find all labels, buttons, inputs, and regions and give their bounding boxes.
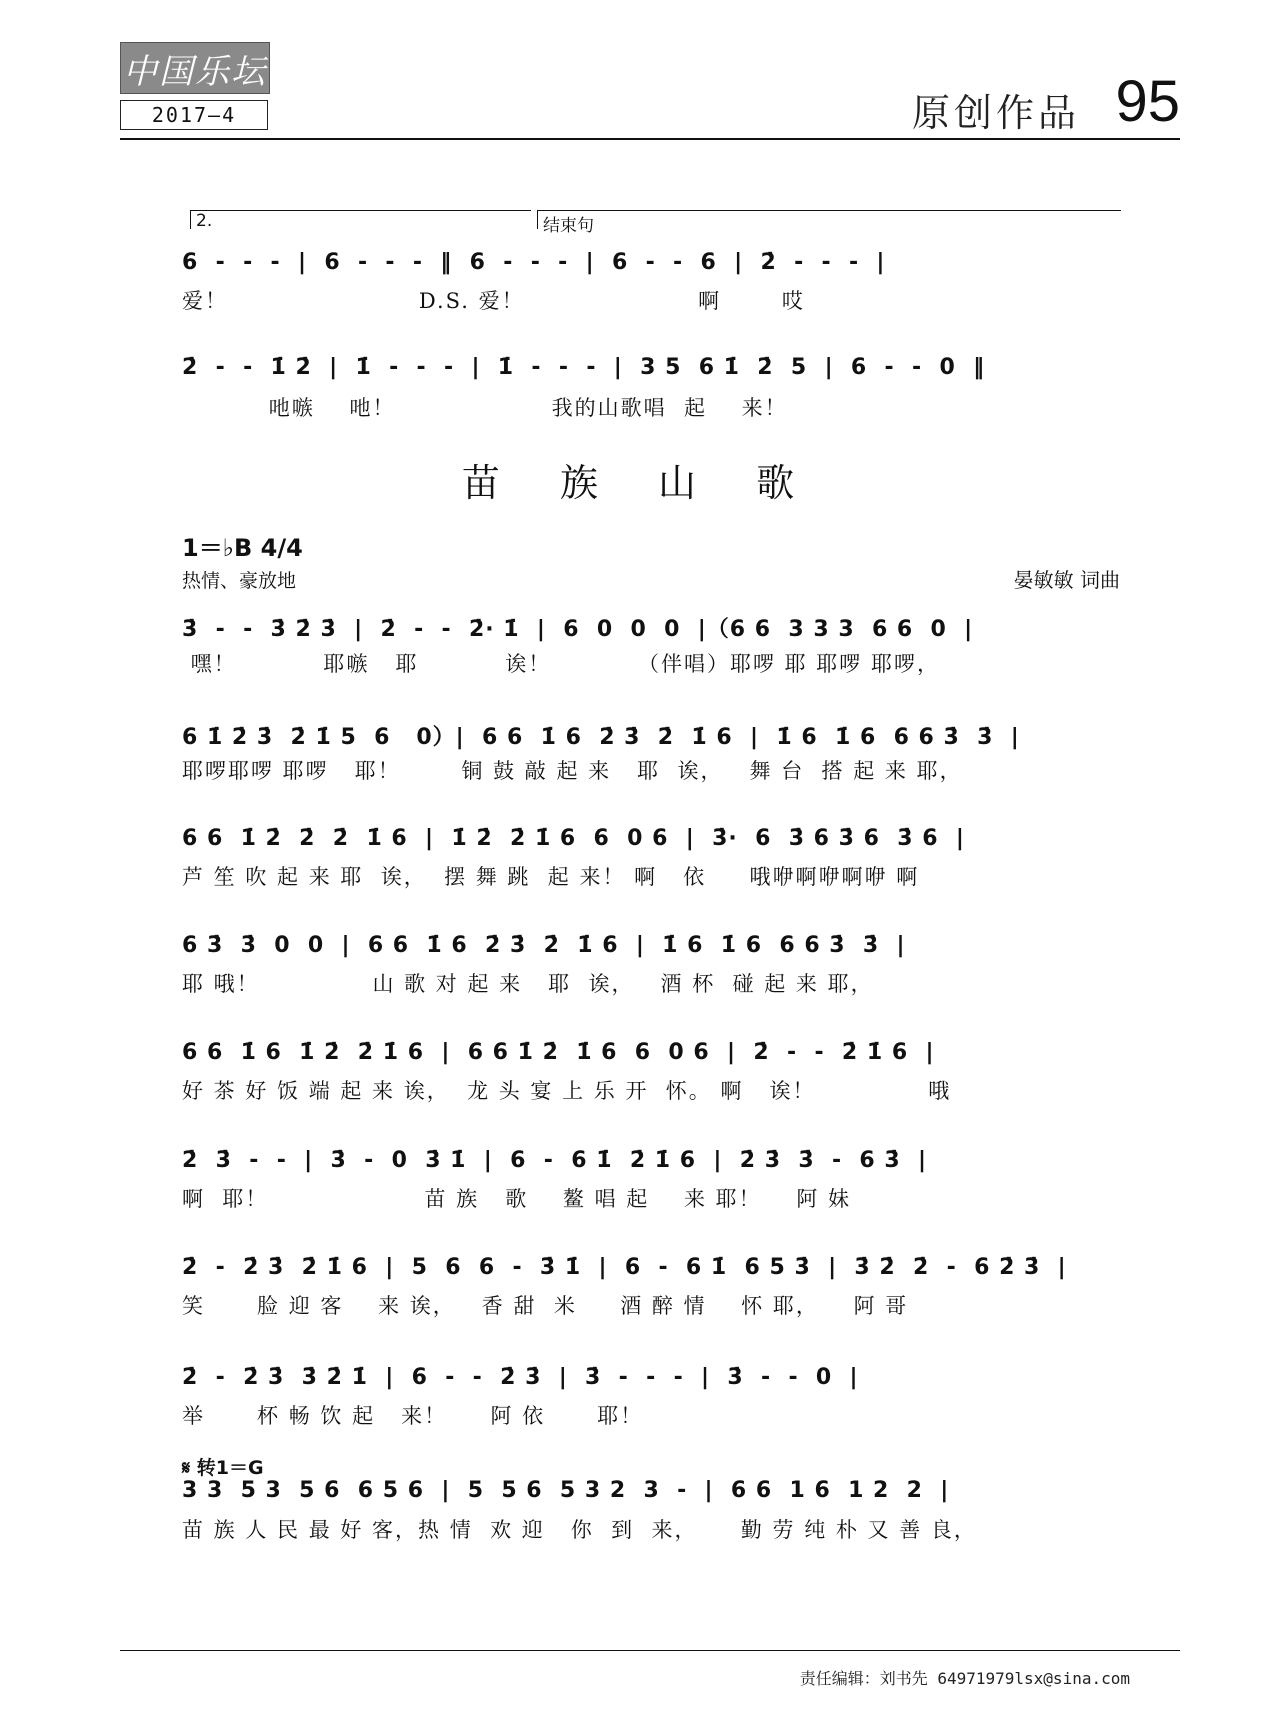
- score-row-7-notes: 2̇ - 2̇ 3̇ 2̇ 1̇ 6 | 5 6 6 - 3̇ 1̇ | 6 - 6 1̇ 6 5 3̇ | 3̇ 2̇ 2̇ - 6 2̇ 3̇ |: [182, 1255, 1067, 1280]
- score-row-5-notes: 6 6 1̇ 6 1̇ 2̇ 2̇ 1̇ 6 | 6 6 1̇ 2̇ 1̇ 6 6 0 6 | 2̇ - - 2̇ 1̇ 6 |: [182, 1040, 935, 1065]
- prev-row-1-lyrics: 爱！ D.S. 爱！ 啊 哎: [182, 289, 805, 313]
- prev-row-2-lyrics: 吔嗾 吔！ 我的山歌唱 起 来！: [182, 396, 788, 420]
- score-row-1-lyrics: 嘿！ 耶嗾 耶 诶！ （伴唱）耶啰 耶 耶啰 耶啰，: [182, 652, 940, 676]
- score-row-6-notes: 2̇ 3̇ - - | 3̇ - 0 3̇ 1̇ | 6 - 6 1̇ 2̇ 1̇ 6 | 2̇ 3̇ 3̇ - 6 3̇ |: [182, 1148, 928, 1173]
- volta-bracket: [190, 210, 531, 229]
- page-number: 95: [1115, 69, 1180, 134]
- volta-label: 2.: [196, 211, 213, 231]
- score-row-4-notes: 6 3̇ 3̇ 0 0 | 6 6 1̇ 6 2̇ 3̇ 2̇ 1̇ 6 | 1̇ 6 1̇ 6 6 6 3̇ 3̇ |: [182, 933, 906, 958]
- song-title: 苗 族 山 歌: [461, 461, 819, 505]
- ending-bracket: [537, 210, 1121, 229]
- prev-row-2-notes: 2̇ - - 1̇ 2̇ | 1̇ - - - | 1̇ - - - | 3 5 6 1̇ 2̇ 5 | 6 - - 0 ‖: [182, 355, 986, 380]
- prev-row-1-notes: 6 - - - | 6 - - - ‖ 6 - - - | 6 - - 6 | 2̇ - - - |: [182, 250, 886, 275]
- issue-number: 2017—4: [120, 100, 268, 130]
- score-row-3-notes: 6 6 1̇ 2̇ 2̇ 2̇ 1̇ 6 | 1̇ 2̇ 2̇ 1̇ 6 6 0 6 | 3̇· 6 3̇ 6 3̇ 6 3̇ 6 |: [182, 826, 965, 851]
- score-row-7-lyrics: 笑 脸 迎 客 来 诶， 香 甜 米 酒 醉 情 怀 耶， 阿 哥: [182, 1294, 909, 1318]
- score-row-9-notes: 3 3 5 3 5 6 6 5 6 | 5 5 6 5 3 2 3 - | 6 6 1 6 1 2 2 |: [182, 1478, 950, 1503]
- journal-logo: 中国乐坛: [120, 42, 270, 94]
- score-row-2-lyrics: 耶啰耶啰 耶啰 耶！ 铜 鼓 敲 起 来 耶 诶， 舞 台 搭 起 来 耶，: [182, 759, 963, 783]
- section-title: 原创作品: [911, 91, 1080, 135]
- score-row-5-lyrics: 好 茶 好 饭 端 起 来 诶， 龙 头 宴 上 乐 开 怀。 啊 诶！ 哦: [182, 1079, 952, 1103]
- tempo-marking: 热情、豪放地: [182, 570, 297, 592]
- score-row-6-lyrics: 啊 耶！ 苗 族 歌 鳌 唱 起 来 耶！ 阿 妹: [182, 1187, 852, 1211]
- modulation-mark: 𝄋 转1＝G: [182, 1457, 264, 1479]
- score-row-9-lyrics: 苗 族 人 民 最 好 客，热 情 欢 迎 你 到 来， 勤 劳 纯 朴 又 善 良，: [182, 1518, 977, 1542]
- editor-credit: 责任编辑：刘书先 64971979lsx@sina.com: [799, 1669, 1130, 1688]
- composer-credit: 晏敏敏 词曲: [1013, 568, 1120, 592]
- score-row-8-lyrics: 举 杯 畅 饮 起 来！ 阿 依 耶！: [182, 1404, 644, 1428]
- score-row-8-notes: 2̇ - 2̇ 3̇ 3̇ 2̇ 1̇ | 6 - - 2̇ 3̇ | 3̇ - - - | 3̇ - - 0 |: [182, 1365, 859, 1390]
- header-rule: [120, 138, 1180, 140]
- score-row-1-notes: 3̇ - - 3̇ 2̇ 3̇ | 2̇ - - 2̇· 1̇ | 6 0 0 0 |（6 6 3 3 3 6 6 0 |: [182, 617, 974, 642]
- score-row-4-lyrics: 耶 哦！ 山 歌 对 起 来 耶 诶， 酒 杯 碰 起 来 耶，: [182, 972, 874, 996]
- footer-rule: [120, 1650, 1180, 1651]
- score-row-3-lyrics: 芦 笙 吹 起 来 耶 诶， 摆 舞 跳 起 来！ 啊 依 哦咿啊咿啊咿 啊: [182, 865, 920, 889]
- score-row-2-notes: 6 1̇ 2̇ 3̇ 2̇ 1̇ 5 6 0）| 6 6 1̇ 6 2̇ 3̇ 2̇ 1̇ 6 | 1̇ 6 1̇ 6 6 6 3̇ 3̇ |: [182, 725, 1020, 750]
- ending-label: 结束句: [543, 216, 594, 236]
- key-signature: 1＝♭B 4/4: [182, 534, 303, 562]
